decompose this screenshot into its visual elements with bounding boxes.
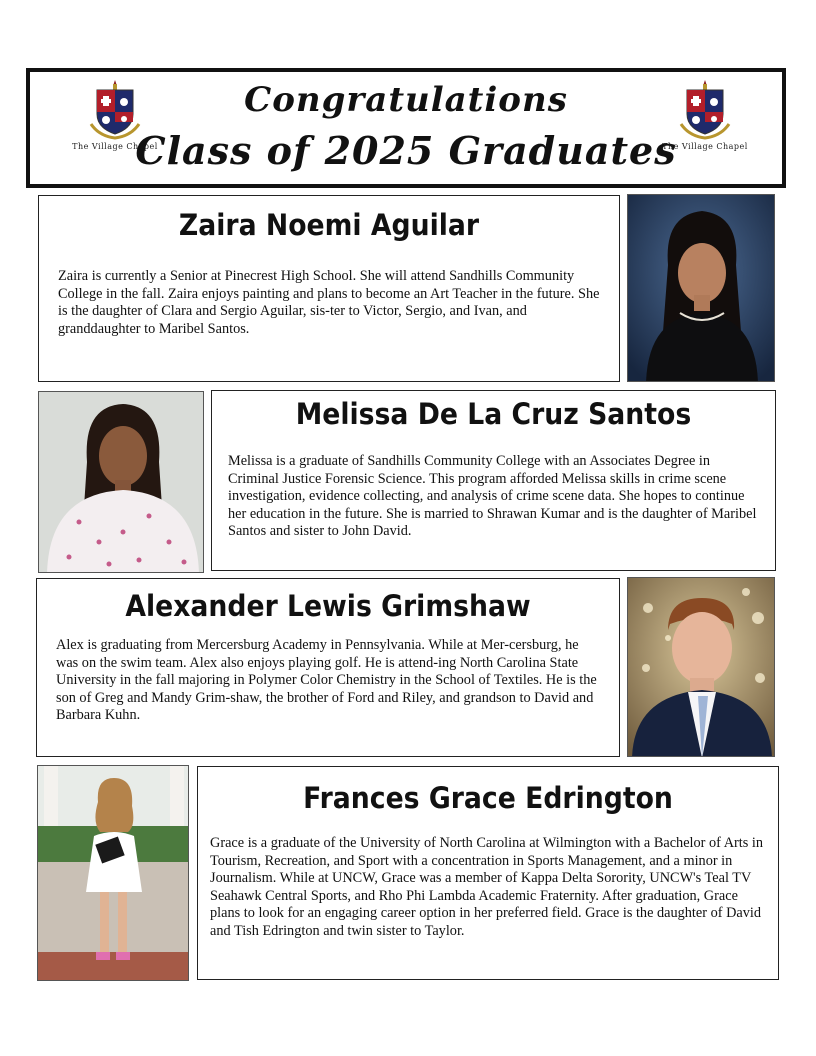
- graduate-card-melissa: [211, 390, 776, 571]
- village-chapel-crest-right: [650, 78, 760, 151]
- graduate-card-alexander: [36, 578, 620, 757]
- graduate-bio: Grace is a graduate of the University of North Carolina at Wilmington with a Bachelor of Arts in Tourism, Recreation, and Sport with a concentration in Sports Management, and a minor in Journalism. While at UNCW, Grace was a member of Kappa Delta Sorority, UNCW's Teal TV Seahawk Central Sports, and Rho Phi Lambda Academic Fraternity. After graduation, Grace plans to look for an engaging career option in her preferred field. Grace is the daughter of David and Tish Edrington and twin sister to Taylor.: [210, 835, 764, 939]
- crest-label: The Village Chapel: [662, 142, 748, 151]
- crest-icon: [679, 78, 731, 140]
- graduate-name: Melissa De La Cruz Santos: [295, 397, 692, 431]
- graduate-name: Zaira Noemi Aguilar: [178, 208, 480, 242]
- crest-label: The Village Chapel: [72, 142, 158, 151]
- graduate-card-frances: [197, 766, 779, 980]
- banner-title-line1: Congratulations: [244, 80, 568, 120]
- graduate-photo-zaira: [627, 194, 775, 382]
- graduate-photo-melissa: [38, 391, 204, 573]
- graduate-photo-alexander: [627, 577, 775, 757]
- graduate-name: Frances Grace Edrington: [303, 781, 673, 815]
- graduate-bio: Melissa is a graduate of Sandhills Community College with an Associates Degree in Criminal Justice Forensic Science. This program afforded Melissa skills in crime scene investigation, evidence collecting, and analysis of crime scene data. She hopes to continue her education in the future. She is married to Shrawan Kumar and is the daughter of Maribel Santos and sister to John David.: [228, 453, 757, 540]
- graduate-bio: Alex is graduating from Mercersburg Academy in Pennsylvania. While at Mer-cersburg, he was on the swim team. Alex also enjoys playing golf. He is attend-ing North Carolina State University in the fall majoring in Polymer Color Chemistry in the School of Textiles. He is the son of Greg and Mandy Grim-shaw, the brother of Ford and Riley, and grandson to David and Barbara Kuhn.: [56, 637, 597, 724]
- graduate-name: Alexander Lewis Grimshaw: [125, 589, 531, 623]
- header-banner: [26, 68, 786, 188]
- graduate-bio: Zaira is currently a Senior at Pinecrest High School. She will attend Sandhills Community College in the fall. Zaira enjoys painting and plans to become an Art Teacher in the future. She is the daughter of Clara and Sergio Aguilar, sis-ter to Victor, Sergio, and Ivan, and granddaughter to Maribel Santos.: [58, 268, 600, 337]
- graduate-photo-frances: [37, 765, 189, 981]
- graduate-card-zaira: [38, 195, 620, 382]
- banner-title-line2: Class of 2025 Graduates: [135, 128, 677, 173]
